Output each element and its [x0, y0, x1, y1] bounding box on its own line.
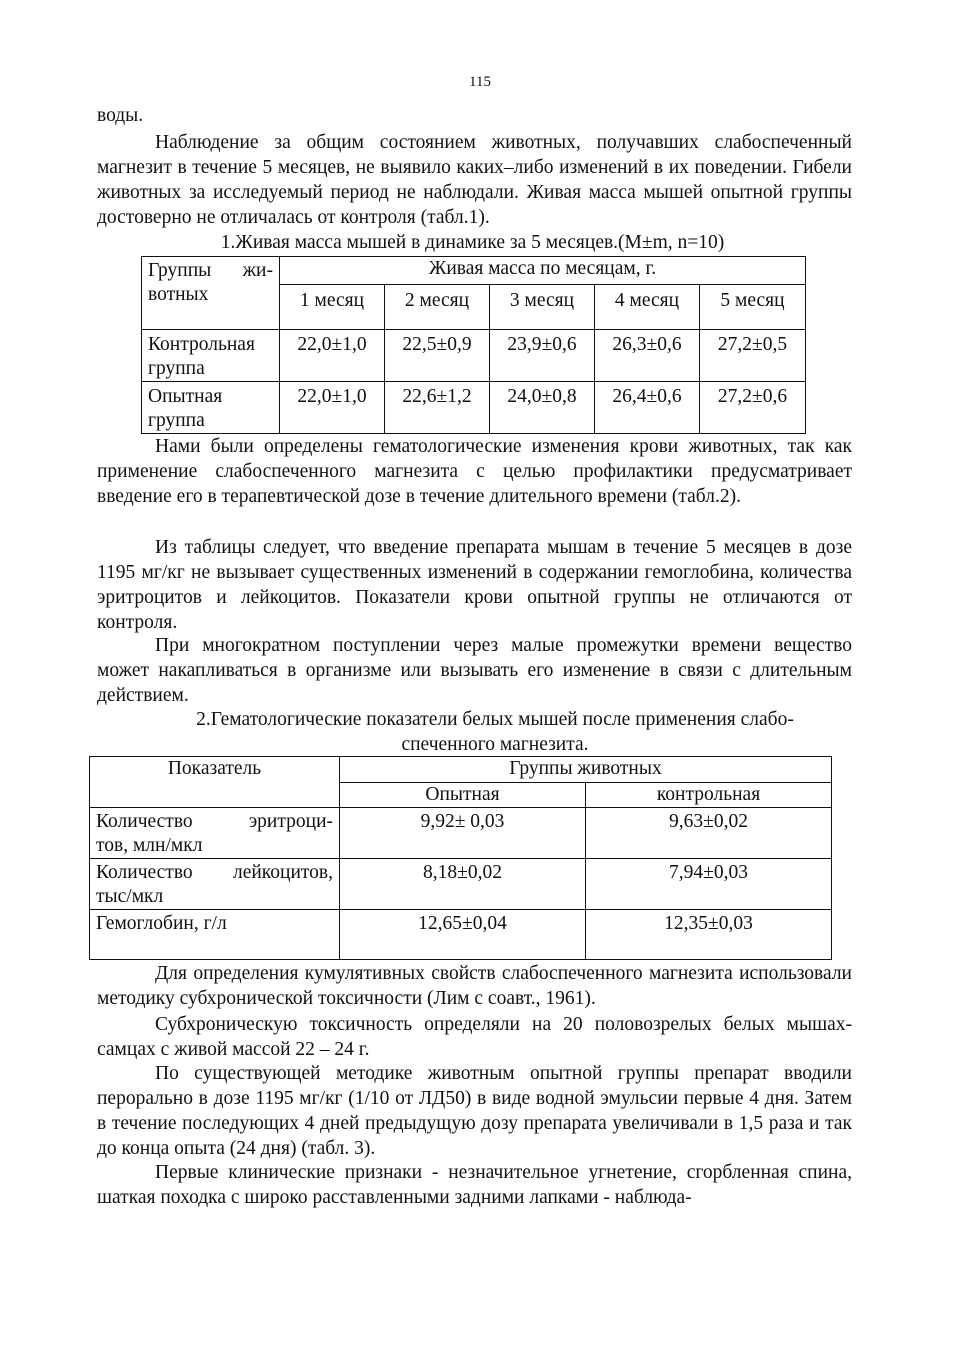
table2-row-label-line2: тыс/мкл	[96, 886, 164, 907]
paragraph-dosing: По существующей методике животным опытной группы препарат вводили перорально в дозе 1195 мг/кг (1/10 от ЛД50) в виде водной эмульсии первые 4 дня. Затем в течение последующих 4 дней предыдущую дозу препарата увеличивали в 1,5 раза и так до конца опыта (24 дня) (табл. 3).	[97, 1063, 852, 1159]
table1-body-weight	[141, 256, 806, 434]
paragraph-hematology-intro: Нами были определены гематологические изменения крови животных, так как применение слабоспеченного магнезита с целью профилактики предусматривает введение его в терапевтической дозе в течение длительного времени (табл.2).	[97, 436, 852, 507]
table2-row-label-line1: Количество эритроци-	[96, 811, 333, 832]
table1-group-header-cell	[142, 257, 280, 330]
table1-span-header: Живая масса по месяцам, г.	[280, 257, 806, 285]
table1-row-label	[142, 382, 280, 434]
table1-cell: 27,2±0,6	[700, 382, 806, 434]
table2-hematology	[89, 756, 832, 960]
table2-cell-control: 7,94±0,03	[586, 859, 832, 910]
table1-group-header-line1: Группы жи-	[148, 260, 273, 281]
table2-caption-line1: 2.Гематологические показатели белых мышей после применения слабо-	[196, 709, 794, 730]
table1-cell: 22,0±1,0	[280, 382, 385, 434]
table1-month-header: 5 месяц	[700, 285, 806, 330]
table2-row-label	[90, 910, 340, 960]
table2-cell-experimental: 12,65±0,04	[340, 910, 586, 960]
table1-cell: 22,6±1,2	[385, 382, 490, 434]
table1-row-control	[142, 330, 806, 382]
table2-row-label-line2: тов, млн/мкл	[96, 835, 203, 856]
table2-control-header: контрольная	[586, 783, 832, 808]
table2-row-erythrocytes	[90, 808, 832, 859]
table2-row-label	[90, 859, 340, 910]
page-number: 115	[469, 74, 491, 90]
table1-row-label-line2: группа	[148, 410, 205, 431]
paragraph-accumulation: При многократном поступлении через малые промежутки времени вещество может накапливаться в организме или вызывать его изменение в связи с длительным действием.	[97, 635, 852, 706]
table2-cell-experimental: 9,92± 0,03	[340, 808, 586, 859]
table2-cell-control: 12,35±0,03	[586, 910, 832, 960]
table1-cell: 23,9±0,6	[490, 330, 595, 382]
table2-header-row	[90, 757, 832, 783]
paragraph-observation: Наблюдение за общим состоянием животных, получавших слабоспеченный магнезит в течение 5 месяцев, не выявило каких–либо изменений в их поведении. Гибели животных за исследуемый период не наблюдали. Живая масса мышей опытной группы достоверно не отличалась от контроля (табл.1).	[97, 132, 852, 228]
table1-cell: 26,4±0,6	[595, 382, 700, 434]
table1-month-header: 1 месяц	[280, 285, 385, 330]
table1-month-header: 4 месяц	[595, 285, 700, 330]
table2-groups-header: Группы животных	[340, 757, 832, 783]
table1-cell: 24,0±0,8	[490, 382, 595, 434]
table1-cell: 22,0±1,0	[280, 330, 385, 382]
table1-cell: 27,2±0,5	[700, 330, 806, 382]
table2-cell-control: 9,63±0,02	[586, 808, 832, 859]
table2-row-hemoglobin	[90, 910, 832, 960]
paragraph-table-conclusion: Из таблицы следует, что введение препарата мышам в течение 5 месяцев в дозе 1195 мг/кг не вызывает существенных изменений в содержании гемоглобина, количества эритроцитов и лейкоцитов. Показатели крови опытной группы не отличаются от контроля.	[97, 537, 852, 633]
paragraph-continuation: воды.	[97, 105, 144, 126]
table1-row-label-line1: Опытная	[148, 386, 223, 407]
table1-row-experimental	[142, 382, 806, 434]
table2-row-leukocytes	[90, 859, 832, 910]
table1-caption: 1.Живая масса мышей в динамике за 5 месяцев.(M±m, n=10)	[220, 232, 725, 253]
table1-row-label-line1: Контрольная	[148, 334, 255, 355]
table1-row-label	[142, 330, 280, 382]
table2-indicator-header: Показатель	[90, 757, 340, 808]
paragraph-subchronic: Субхроническую токсичность определяли на 20 половозрелых белых мышах-самцах с живой массой 22 – 24 г.	[97, 1014, 852, 1060]
paragraph-clinical-signs: Первые клинические признаки - незначительное угнетение, сгорбленная спина, шаткая походка с широко расставленными задними лапками - наблюда-	[97, 1162, 852, 1208]
table2-experimental-header: Опытная	[340, 783, 586, 808]
paragraph-cumulative-method: Для определения кумулятивных свойств слабоспеченного магнезита использовали методику субхронической токсичности (Лим с соавт., 1961).	[97, 963, 852, 1009]
table2-row-label	[90, 808, 340, 859]
table1-cell: 22,5±0,9	[385, 330, 490, 382]
table1-month-header: 3 месяц	[490, 285, 595, 330]
table1-cell: 26,3±0,6	[595, 330, 700, 382]
table2-cell-experimental: 8,18±0,02	[340, 859, 586, 910]
table1-row-label-line2: группа	[148, 358, 205, 379]
table2-caption-line2: спеченного магнезита.	[401, 734, 589, 755]
table2-row-label-line1: Количество лейкоцитов,	[96, 862, 333, 883]
table1-header-row	[142, 257, 806, 285]
table2-row-label-line1: Гемоглобин, г/л	[96, 913, 227, 934]
table1-month-header: 2 месяц	[385, 285, 490, 330]
table1-group-header-line2: вотных	[148, 284, 209, 305]
